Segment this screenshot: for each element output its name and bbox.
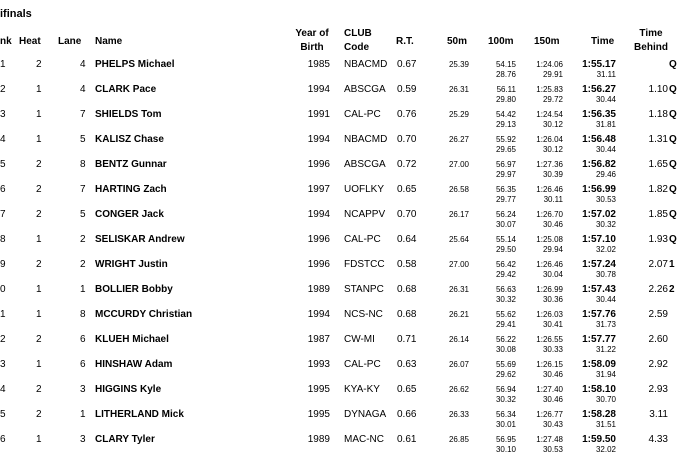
- cell-s100: 56.94: [495, 385, 516, 394]
- cell-rt: 0.61: [397, 434, 417, 445]
- cell-behind: 2.92: [648, 359, 668, 370]
- cell-heat: 2: [36, 59, 42, 70]
- cell-club: DYNAGA: [344, 409, 387, 420]
- cell-year: 1996: [307, 159, 330, 170]
- cell-heat: 1: [36, 359, 42, 370]
- cell-s100: 56.35: [495, 185, 516, 194]
- cell-s150: 1:26.77: [536, 410, 563, 419]
- split-sp100: 30.32: [495, 395, 516, 404]
- split-sp150: 29.94: [542, 245, 563, 254]
- header-behind-top: Time: [639, 28, 663, 39]
- cell-time: 1:56.99: [582, 184, 616, 195]
- split-sp100: 30.32: [495, 295, 516, 304]
- cell-time: 1:56.48: [582, 134, 616, 145]
- cell-s150: 1:26.46: [536, 185, 563, 194]
- cell-rt: 0.68: [397, 284, 417, 295]
- cell-s50: 26.85: [448, 435, 469, 444]
- cell-behind: 2.07: [648, 259, 668, 270]
- cell-q: Q: [669, 59, 677, 70]
- cell-behind: 2.60: [648, 334, 668, 345]
- cell-club: UOFLKY: [344, 184, 385, 195]
- cell-heat: 1: [36, 234, 42, 245]
- split-sp150: 30.12: [542, 120, 563, 129]
- cell-behind: 1.31: [648, 134, 668, 145]
- cell-rt: 0.72: [397, 159, 417, 170]
- cell-s150: 1:26.15: [536, 360, 563, 369]
- cell-s150: 1:26.46: [536, 260, 563, 269]
- cell-s100: 54.15: [495, 60, 516, 69]
- cell-time: 1:59.50: [582, 434, 616, 445]
- cell-s150: 1:27.36: [536, 160, 563, 169]
- header-year-bottom: Birth: [300, 42, 324, 53]
- cell-year: 1989: [307, 434, 330, 445]
- cell-heat: 2: [36, 334, 42, 345]
- cell-club: CAL-PC: [344, 359, 381, 370]
- cell-heat: 2: [36, 159, 42, 170]
- cell-rank: 9: [0, 259, 6, 270]
- cell-s100: 56.97: [495, 160, 516, 169]
- header-rt: R.T.: [396, 36, 414, 47]
- cell-rt: 0.58: [397, 259, 417, 270]
- split-sp150: 30.53: [542, 445, 563, 454]
- cell-s100: 55.69: [495, 360, 516, 369]
- header-time: Time: [591, 36, 615, 47]
- split-sp150: 30.41: [542, 320, 563, 329]
- header-club-top: CLUB: [344, 28, 372, 39]
- cell-name: BOLLIER Bobby: [95, 284, 173, 295]
- split-sp100: 29.77: [495, 195, 516, 204]
- cell-name: BENTZ Gunnar: [95, 159, 167, 170]
- cell-s50: 26.21: [448, 310, 469, 319]
- table-row: [0, 357, 700, 382]
- cell-s100: 54.42: [495, 110, 516, 119]
- cell-lane: 2: [80, 259, 86, 270]
- header-behind-bottom: Behind: [634, 42, 668, 53]
- split-sptime: 31.11: [596, 70, 616, 79]
- cell-lane: 5: [80, 134, 86, 145]
- cell-club: CAL-PC: [344, 109, 381, 120]
- split-sptime: 31.94: [595, 370, 616, 379]
- cell-s150: 1:26.70: [536, 210, 563, 219]
- cell-rank: 6: [0, 184, 6, 195]
- cell-rank: 3: [0, 109, 6, 120]
- page-title: ifinals: [0, 8, 32, 20]
- cell-behind: 1.93: [648, 234, 668, 245]
- cell-club: ABSCGA: [344, 159, 386, 170]
- cell-club: CAL-PC: [344, 234, 381, 245]
- cell-name: CLARY Tyler: [95, 434, 155, 445]
- header-year-top: Year of: [295, 28, 329, 39]
- cell-behind: 1.10: [648, 84, 668, 95]
- cell-q: Q: [669, 234, 677, 245]
- cell-heat: 2: [36, 184, 42, 195]
- split-sp100: 29.97: [495, 170, 516, 179]
- cell-s100: 56.24: [495, 210, 516, 219]
- split-sp100: 30.07: [495, 220, 516, 229]
- cell-s100: 55.62: [495, 310, 516, 319]
- split-sp150: 30.12: [542, 145, 563, 154]
- header-100m: 100m: [488, 36, 514, 47]
- split-sp100: 29.42: [495, 270, 516, 279]
- split-sp150: 30.46: [542, 370, 563, 379]
- table-row: [0, 257, 700, 282]
- header-lane: Lane: [58, 36, 82, 47]
- cell-q: Q: [669, 84, 677, 95]
- cell-year: 1989: [307, 284, 330, 295]
- split-sp150: 29.91: [542, 70, 563, 79]
- cell-time: 1:57.02: [582, 209, 616, 220]
- cell-behind: 2.59: [648, 309, 668, 320]
- cell-behind: 1.65: [648, 159, 668, 170]
- header-name: Name: [95, 36, 123, 47]
- table-row: [0, 332, 700, 357]
- cell-time: 1:58.28: [582, 409, 616, 420]
- cell-rank: 5: [0, 159, 6, 170]
- header-50m: 50m: [447, 36, 468, 47]
- cell-name: LITHERLAND Mick: [95, 409, 184, 420]
- split-sp100: 29.65: [495, 145, 516, 154]
- cell-name: HIGGINS Kyle: [95, 384, 162, 395]
- cell-lane: 3: [80, 384, 86, 395]
- cell-s150: 1:27.48: [536, 435, 563, 444]
- table-row: [0, 382, 700, 407]
- cell-heat: 1: [36, 284, 42, 295]
- cell-s100: 55.14: [495, 235, 516, 244]
- cell-s50: 26.62: [448, 385, 469, 394]
- table-row: [0, 107, 700, 132]
- cell-name: CONGER Jack: [95, 209, 164, 220]
- cell-time: 1:57.10: [582, 234, 616, 245]
- split-sp100: 28.76: [495, 70, 516, 79]
- cell-heat: 1: [36, 434, 42, 445]
- split-sptime: 32.02: [595, 445, 616, 454]
- table-row: [0, 232, 700, 257]
- split-sp150: 30.39: [542, 170, 563, 179]
- cell-rank: 1: [0, 309, 6, 320]
- cell-s150: 1:24.54: [536, 110, 563, 119]
- split-sp150: 30.46: [542, 395, 563, 404]
- split-sptime: 31.73: [595, 320, 616, 329]
- split-sptime: 31.22: [595, 345, 616, 354]
- cell-q: Q: [669, 134, 677, 145]
- cell-year: 1994: [307, 209, 330, 220]
- table-row: [0, 182, 700, 207]
- cell-s50: 25.39: [448, 60, 469, 69]
- table-row: [0, 307, 700, 332]
- cell-time: 1:56.35: [582, 109, 616, 120]
- cell-lane: 5: [80, 209, 86, 220]
- split-sptime: 30.44: [595, 295, 616, 304]
- split-sp150: 30.43: [542, 420, 563, 429]
- cell-q: 2: [669, 284, 675, 295]
- split-sptime: 31.51: [595, 420, 616, 429]
- cell-lane: 1: [80, 409, 86, 420]
- cell-s150: 1:27.40: [536, 385, 563, 394]
- table-row: [0, 407, 700, 432]
- header-rank: nk: [0, 36, 12, 47]
- cell-year: 1995: [307, 384, 330, 395]
- cell-s50: 26.14: [448, 335, 469, 344]
- cell-rt: 0.64: [397, 234, 417, 245]
- cell-year: 1994: [307, 134, 330, 145]
- cell-lane: 7: [80, 184, 86, 195]
- cell-lane: 8: [80, 159, 86, 170]
- cell-lane: 6: [80, 359, 86, 370]
- cell-name: PHELPS Michael: [95, 59, 175, 70]
- split-sptime: 30.53: [595, 195, 616, 204]
- split-sp100: 29.50: [495, 245, 516, 254]
- header-club-bottom: Code: [344, 42, 369, 53]
- table-row: [0, 207, 700, 232]
- cell-rt: 0.68: [397, 309, 417, 320]
- cell-time: 1:58.09: [582, 359, 616, 370]
- cell-rt: 0.67: [397, 59, 417, 70]
- cell-heat: 1: [36, 309, 42, 320]
- split-sp100: 30.10: [495, 445, 516, 454]
- split-sptime: 31.81: [595, 120, 616, 129]
- cell-s100: 56.11: [496, 85, 516, 94]
- cell-lane: 4: [80, 84, 86, 95]
- cell-rt: 0.71: [397, 334, 417, 345]
- cell-s50: 26.58: [448, 185, 469, 194]
- cell-s100: 55.92: [495, 135, 516, 144]
- cell-rt: 0.66: [397, 409, 417, 420]
- cell-rt: 0.70: [397, 209, 417, 220]
- split-sptime: 30.78: [595, 270, 616, 279]
- cell-name: SHIELDS Tom: [95, 109, 162, 120]
- split-sptime: 30.44: [595, 95, 616, 104]
- cell-s100: 56.34: [495, 410, 516, 419]
- table-row: [0, 282, 700, 307]
- cell-behind: 1.18: [648, 109, 668, 120]
- split-sp100: 29.62: [495, 370, 516, 379]
- cell-rt: 0.63: [397, 359, 417, 370]
- cell-name: MCCURDY Christian: [95, 309, 193, 320]
- cell-behind: 4.33: [648, 434, 668, 445]
- cell-q: Q: [669, 159, 677, 170]
- cell-s50: 26.07: [448, 360, 469, 369]
- split-sptime: 30.70: [595, 395, 616, 404]
- cell-lane: 1: [80, 284, 86, 295]
- cell-year: 1997: [307, 184, 330, 195]
- split-sp150: 29.72: [542, 95, 563, 104]
- cell-s100: 56.95: [495, 435, 516, 444]
- split-sptime: 29.46: [595, 170, 616, 179]
- cell-name: HARTING Zach: [95, 184, 167, 195]
- cell-club: KYA-KY: [344, 384, 380, 395]
- cell-name: SELISKAR Andrew: [95, 234, 185, 245]
- cell-year: 1991: [307, 109, 330, 120]
- cell-club: ABSCGA: [344, 84, 386, 95]
- cell-rank: 2: [0, 334, 6, 345]
- cell-lane: 3: [80, 434, 86, 445]
- split-sp150: 30.33: [542, 345, 563, 354]
- cell-time: 1:57.43: [582, 284, 616, 295]
- split-sptime: 32.02: [595, 245, 616, 254]
- cell-club: NBACMD: [344, 59, 388, 70]
- cell-lane: 6: [80, 334, 86, 345]
- cell-lane: 8: [80, 309, 86, 320]
- cell-heat: 1: [36, 109, 42, 120]
- cell-year: 1985: [307, 59, 330, 70]
- cell-s50: 26.31: [448, 85, 469, 94]
- split-sp100: 30.08: [495, 345, 516, 354]
- cell-behind: 2.26: [648, 284, 668, 295]
- cell-year: 1993: [307, 359, 330, 370]
- cell-rank: 2: [0, 84, 6, 95]
- cell-s50: 26.27: [448, 135, 469, 144]
- cell-lane: 2: [80, 234, 86, 245]
- split-sp100: 29.80: [495, 95, 516, 104]
- cell-behind: 2.93: [648, 384, 668, 395]
- split-sp100: 30.01: [495, 420, 516, 429]
- cell-time: 1:57.77: [582, 334, 616, 345]
- cell-time: 1:55.17: [582, 59, 616, 70]
- cell-behind: 3.11: [649, 409, 668, 420]
- cell-s50: 26.17: [448, 210, 469, 219]
- cell-s150: 1:26.04: [536, 135, 563, 144]
- cell-club: STANPC: [344, 284, 384, 295]
- cell-behind: 1.85: [648, 209, 668, 220]
- cell-q: Q: [669, 184, 677, 195]
- cell-s50: 27.00: [448, 160, 469, 169]
- cell-time: 1:56.82: [582, 159, 616, 170]
- cell-behind: 1.82: [648, 184, 668, 195]
- cell-rank: 8: [0, 234, 6, 245]
- cell-year: 1994: [307, 309, 330, 320]
- cell-heat: 2: [36, 209, 42, 220]
- cell-heat: 2: [36, 259, 42, 270]
- cell-rank: 1: [0, 59, 6, 70]
- cell-time: 1:57.76: [582, 309, 616, 320]
- cell-heat: 1: [36, 134, 42, 145]
- cell-rank: 0: [0, 284, 6, 295]
- cell-s150: 1:25.08: [536, 235, 563, 244]
- cell-s50: 25.29: [448, 110, 469, 119]
- table-row: [0, 82, 700, 107]
- cell-rank: 7: [0, 209, 6, 220]
- cell-heat: 2: [36, 409, 42, 420]
- cell-club: NCAPPV: [344, 209, 386, 220]
- cell-rank: 4: [0, 384, 6, 395]
- cell-time: 1:56.27: [582, 84, 616, 95]
- cell-s100: 56.22: [495, 335, 516, 344]
- cell-s50: 27.00: [448, 260, 469, 269]
- cell-name: HINSHAW Adam: [95, 359, 173, 370]
- split-sp150: 30.46: [542, 220, 563, 229]
- cell-rt: 0.70: [397, 134, 417, 145]
- cell-club: MAC-NC: [344, 434, 384, 445]
- cell-club: NCS-NC: [344, 309, 383, 320]
- cell-year: 1996: [307, 234, 330, 245]
- cell-s150: 1:26.99: [536, 285, 563, 294]
- cell-q: Q: [669, 109, 677, 120]
- cell-club: FDSTCC: [344, 259, 385, 270]
- cell-time: 1:58.10: [582, 384, 616, 395]
- split-sp150: 30.36: [542, 295, 563, 304]
- cell-s50: 26.33: [448, 410, 469, 419]
- cell-s150: 1:25.83: [536, 85, 563, 94]
- cell-rank: 4: [0, 134, 6, 145]
- cell-rt: 0.76: [397, 109, 417, 120]
- cell-name: KLUEH Michael: [95, 334, 169, 345]
- split-sp100: 29.13: [495, 120, 516, 129]
- cell-q: 1: [669, 259, 675, 270]
- cell-lane: 7: [80, 109, 86, 120]
- table-row: [0, 432, 700, 457]
- cell-name: CLARK Pace: [95, 84, 157, 95]
- cell-year: 1994: [307, 84, 330, 95]
- header-150m: 150m: [534, 36, 560, 47]
- cell-q: Q: [669, 209, 677, 220]
- cell-rt: 0.59: [397, 84, 417, 95]
- cell-club: CW-MI: [344, 334, 375, 345]
- cell-s50: 26.31: [448, 285, 469, 294]
- cell-s150: 1:26.03: [536, 310, 563, 319]
- cell-year: 1996: [307, 259, 330, 270]
- split-sp150: 30.04: [542, 270, 563, 279]
- cell-name: WRIGHT Justin: [95, 259, 168, 270]
- cell-heat: 1: [36, 84, 42, 95]
- cell-s150: 1:26.55: [536, 335, 563, 344]
- cell-rt: 0.65: [397, 184, 417, 195]
- cell-s150: 1:24.06: [536, 60, 563, 69]
- cell-s50: 25.64: [448, 235, 469, 244]
- split-sp100: 29.41: [495, 320, 516, 329]
- cell-lane: 4: [80, 59, 86, 70]
- cell-rank: 6: [0, 434, 6, 445]
- cell-year: 1995: [307, 409, 330, 420]
- cell-club: NBACMD: [344, 134, 388, 145]
- cell-time: 1:57.24: [582, 259, 616, 270]
- cell-rt: 0.65: [397, 384, 417, 395]
- cell-rank: 5: [0, 409, 6, 420]
- cell-year: 1987: [307, 334, 330, 345]
- cell-name: KALISZ Chase: [95, 134, 164, 145]
- table-row: [0, 157, 700, 182]
- cell-rank: 3: [0, 359, 6, 370]
- table-row: [0, 132, 700, 157]
- split-sptime: 30.32: [595, 220, 616, 229]
- cell-s100: 56.42: [495, 260, 516, 269]
- cell-s100: 56.63: [495, 285, 516, 294]
- cell-heat: 2: [36, 384, 42, 395]
- table-row: [0, 57, 700, 82]
- split-sptime: 30.44: [595, 145, 616, 154]
- header-heat: Heat: [19, 36, 41, 47]
- split-sp150: 30.11: [543, 195, 563, 204]
